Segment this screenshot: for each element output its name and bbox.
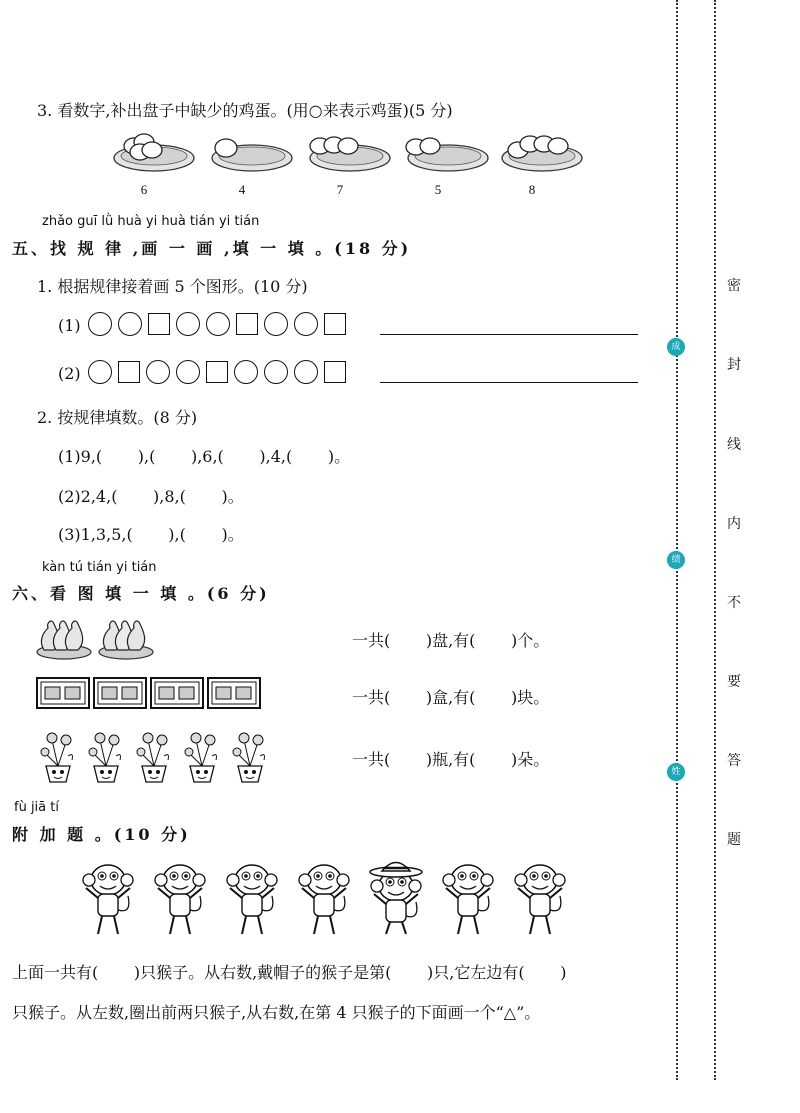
plate-4 [406, 138, 488, 171]
bonus-line-2: 只猴子。从左数,圈出前两只猴子,从右数,在第 4 只猴子的下面画一个“△”。 [12, 1003, 541, 1022]
section6-title: 六、看 图 填 一 填 。(6 分) [12, 584, 270, 603]
row1-shapes [88, 312, 346, 336]
badge-name: 姓 [667, 763, 685, 781]
bonus-title: 附 加 题 。(10 分) [12, 825, 191, 844]
box-4 [208, 678, 260, 708]
row2-circle-1 [88, 360, 112, 384]
vases-fill-line[interactable]: 一共( )瓶,有( )朵。 [352, 750, 550, 769]
seal-char-5: 不 [727, 595, 741, 611]
plate-3-label: 7 [336, 182, 344, 197]
pear-plates-figure [36, 614, 156, 662]
row1-square-9 [324, 313, 346, 335]
row2-circle-7 [264, 360, 288, 384]
fill-row-3[interactable]: (3)1,3,5,( ),( )。 [58, 525, 244, 544]
badge-grade: 绩 [667, 551, 685, 569]
row2-square-5 [206, 361, 228, 383]
row1-answer-line[interactable] [380, 334, 638, 335]
vase-3 [137, 733, 169, 782]
section5-pinyin: zhǎo guī lǜ huà yi huà tián yi tián [42, 214, 260, 229]
row2-label: (2) [58, 364, 81, 383]
vase-4 [185, 733, 217, 782]
seal-char-2: 封 [727, 357, 741, 373]
mooncake-boxes [36, 676, 262, 710]
section6-pinyin: kàn tú tián yi tián [42, 560, 157, 575]
monkey-7 [515, 865, 565, 934]
bonus-pinyin: fù jiā tí [14, 800, 59, 815]
egg-plates-figure [112, 128, 592, 198]
mooncake-boxes-figure [36, 676, 262, 710]
vase-2 [89, 733, 121, 782]
monkey-4 [299, 865, 349, 934]
box-2 [94, 678, 146, 708]
row1-label: (1) [58, 316, 81, 335]
row2-square-9 [324, 361, 346, 383]
monkey-1 [83, 865, 133, 934]
row1-square-3 [148, 313, 170, 335]
row2-circle-4 [176, 360, 200, 384]
row1-square-6 [236, 313, 258, 335]
monkeys-area [70, 856, 580, 940]
flower-vases [36, 728, 272, 784]
fill-row-2[interactable]: (2)2,4,( ),8,( )。 [58, 487, 244, 506]
section5-title: 五、找 规 律 ,画 一 画 ,填 一 填 。(18 分) [12, 239, 412, 258]
row1-circle-2 [118, 312, 142, 336]
box-1 [37, 678, 89, 708]
row1-circle-1 [88, 312, 112, 336]
bonus-line-1[interactable]: 上面一共有( )只猴子。从右数,戴帽子的猴子是第( )只,它左边有( ) [12, 963, 567, 982]
dotted-line-outer [714, 0, 716, 1080]
row2-answer-line[interactable] [380, 382, 638, 383]
pear-plate-1 [37, 621, 91, 659]
plate-5 [502, 136, 582, 171]
dotted-line-inner [676, 0, 678, 1080]
pears-fill-line[interactable]: 一共( )盘,有( )个。 [352, 631, 550, 650]
plate-1-label: 6 [140, 182, 148, 197]
vase-1 [41, 733, 73, 782]
flower-vases-figure [36, 728, 272, 784]
seal-char-6: 要 [727, 674, 741, 690]
vase-5 [233, 733, 265, 782]
monkey-6 [443, 865, 493, 934]
plate-1 [114, 134, 194, 171]
seal-char-1: 密 [727, 278, 741, 294]
q1-title: 1. 根据规律接着画 5 个图形。(10 分) [37, 277, 308, 296]
monkeys-figure [70, 856, 580, 940]
plate-5-label: 8 [528, 182, 536, 197]
seal-char-3: 线 [727, 437, 741, 453]
seal-char-7: 答 [727, 753, 741, 769]
fill-row-1[interactable]: (1)9,( ),( ),6,( ),4,( )。 [58, 447, 351, 466]
row1-circle-4 [176, 312, 200, 336]
row2-shapes [88, 360, 346, 384]
boxes-fill-line[interactable]: 一共( )盒,有( )块。 [352, 688, 550, 707]
q3-title: 3. 看数字,补出盘子中缺少的鸡蛋。(用○来表示鸡蛋)(5 分) [37, 101, 453, 120]
pear-plates [36, 614, 156, 662]
row1-circle-5 [206, 312, 230, 336]
plate-2 [212, 139, 292, 171]
seal-char-4: 内 [727, 516, 741, 532]
monkey-3 [227, 865, 277, 934]
seal-char-8: 题 [727, 832, 741, 848]
row2-square-2 [118, 361, 140, 383]
plate-3 [310, 137, 390, 171]
monkey-5 [370, 863, 422, 935]
plate-2-label: 4 [238, 182, 246, 197]
row2-circle-3 [146, 360, 170, 384]
q2-title: 2. 按规律填数。(8 分) [37, 408, 198, 427]
plates-area [112, 128, 592, 198]
pear-plate-2 [99, 621, 153, 659]
monkey-2 [155, 865, 205, 934]
row1-circle-8 [294, 312, 318, 336]
box-3 [151, 678, 203, 708]
badge-score: 成 [667, 338, 685, 356]
plate-4-label: 5 [434, 182, 442, 197]
row1-circle-7 [264, 312, 288, 336]
row2-circle-8 [294, 360, 318, 384]
row2-circle-6 [234, 360, 258, 384]
